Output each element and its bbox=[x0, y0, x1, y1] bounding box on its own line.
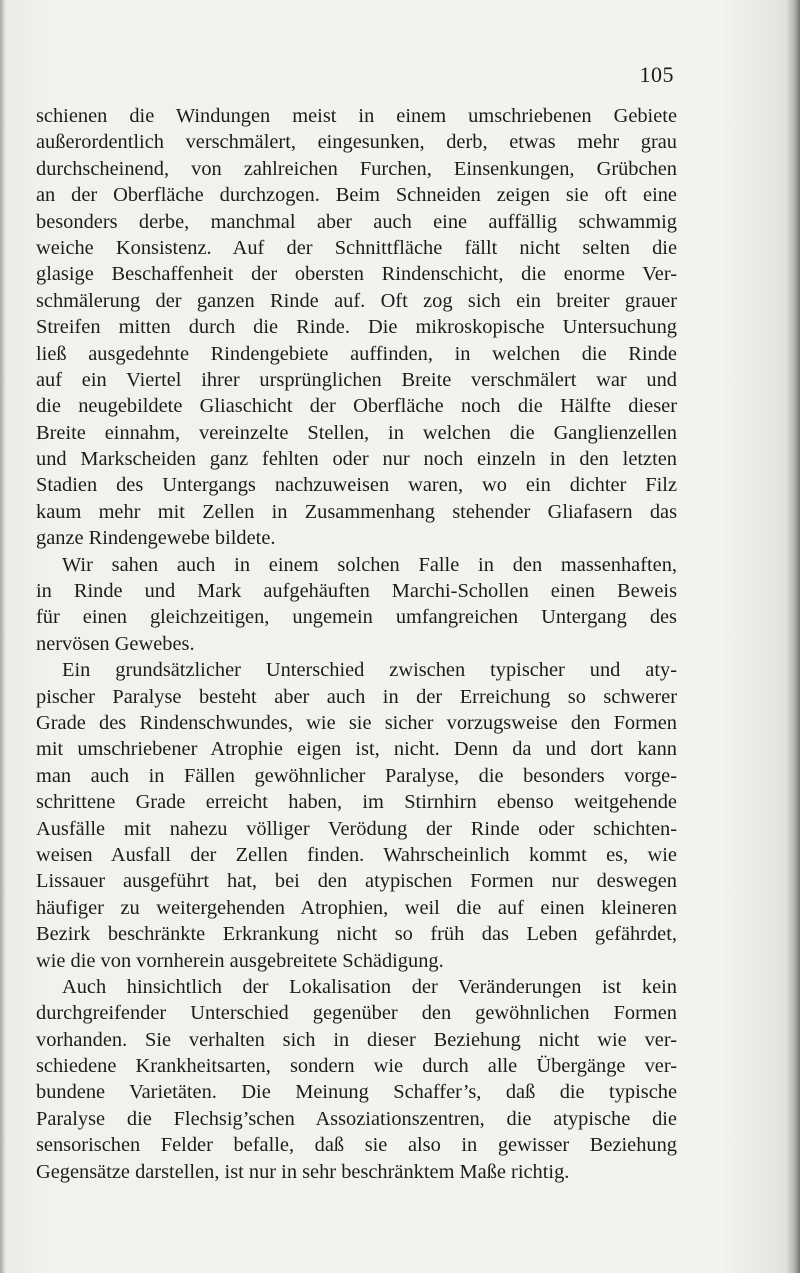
page-left-shadow bbox=[0, 0, 6, 1273]
text-line: an der Oberfläche durchzogen. Beim Schneiden zeigen sie oft eine bbox=[36, 184, 677, 207]
text-line: man auch in Fällen gewöhnlicher Paralyse, die besonders vorge- bbox=[36, 764, 677, 787]
text-line: und Markscheiden ganz fehlten oder nur noch einzeln in den letzten bbox=[36, 448, 677, 471]
text-line: wie die von vornherein ausgebreitete Schädigung. bbox=[36, 949, 444, 972]
page-number: 105 bbox=[639, 62, 674, 87]
text-line: mit umschriebener Atrophie eigen ist, nicht. Denn da und dort kann bbox=[36, 738, 677, 761]
text-line: Ein grundsätzlicher Unterschied zwischen typischer und aty- bbox=[62, 659, 677, 682]
text-line: Streifen mitten durch die Rinde. Die mikroskopische Untersuchung bbox=[36, 316, 677, 339]
text-line: in Rinde und Mark aufgehäuften Marchi-Schollen einen Beweis bbox=[36, 580, 677, 603]
text-line: glasige Beschaffenheit der obersten Rindenschicht, die enorme Ver- bbox=[36, 263, 677, 286]
text-line: Lissauer ausgeführt hat, bei den atypischen Formen nur deswegen bbox=[36, 870, 677, 893]
text-line: Auch hinsichtlich der Lokalisation der Veränderungen ist kein bbox=[62, 975, 677, 998]
text-line: sensorischen Felder befalle, daß sie also in gewisser Beziehung bbox=[36, 1134, 677, 1157]
text-line: vorhanden. Sie verhalten sich in dieser Beziehung nicht wie ver- bbox=[36, 1028, 677, 1051]
page-binding-shadow bbox=[786, 0, 800, 1273]
text-line: Wir sahen auch in einem solchen Falle in den massenhaften, bbox=[62, 553, 677, 576]
text-line: besonders derbe, manchmal aber auch eine auffällig schwammig bbox=[36, 210, 677, 233]
text-line: nervösen Gewebes. bbox=[36, 632, 195, 655]
text-line: auf ein Viertel ihrer ursprünglichen Breite verschmälert war und bbox=[36, 368, 677, 391]
text-line: Paralyse die Flechsig’schen Assoziationszentren, die atypische die bbox=[36, 1107, 677, 1130]
text-line: bundene Varietäten. Die Meinung Schaffer’s, daß die typische bbox=[36, 1081, 677, 1104]
text-line: die neugebildete Gliaschicht der Oberfläche noch die Hälfte dieser bbox=[36, 395, 677, 418]
text-line: Stadien des Untergangs nachzuweisen waren, wo ein dichter Filz bbox=[36, 474, 677, 497]
text-line: pischer Paralyse besteht aber auch in der Erreichung so schwerer bbox=[36, 685, 677, 708]
text-line: schiedene Krankheitsarten, sondern wie durch alle Übergänge ver- bbox=[36, 1055, 677, 1078]
text-line: außerordentlich verschmälert, eingesunken, derb, etwas mehr grau bbox=[36, 131, 677, 154]
text-line: häufiger zu weitergehenden Atrophien, weil die auf einen kleineren bbox=[36, 896, 677, 919]
text-line: schienen die Windungen meist in einem umschriebenen Gebiete bbox=[36, 105, 677, 127]
text-line: für einen gleichzeitigen, ungemein umfangreichen Untergang des bbox=[36, 606, 677, 629]
text-line: durchscheinend, von zahlreichen Furchen, Einsenkungen, Grübchen bbox=[36, 157, 677, 180]
text-line: Gegensätze darstellen, ist nur in sehr beschränktem Maße richtig. bbox=[36, 1160, 570, 1183]
body-text bbox=[36, 103, 677, 1185]
text-line: Ausfälle mit nahezu völliger Verödung der Rinde oder schichten- bbox=[36, 817, 677, 840]
text-line: kaum mehr mit Zellen in Zusammenhang stehender Gliafasern das bbox=[36, 500, 677, 523]
text-line: schmälerung der ganzen Rinde auf. Oft zog sich ein breiter grauer bbox=[36, 289, 677, 312]
text-line: schrittene Grade erreicht haben, im Stirnhirn ebenso weitgehende bbox=[36, 791, 677, 814]
text-line: Grade des Rindenschwundes, wie sie sicher vorzugsweise den Formen bbox=[36, 711, 677, 734]
text-line: weiche Konsistenz. Auf der Schnittfläche fällt nicht selten die bbox=[36, 236, 677, 259]
text-line: Breite einnahm, vereinzelte Stellen, in welchen die Ganglienzellen bbox=[36, 421, 677, 444]
text-line: durchgreifender Unterschied gegenüber den gewöhnlichen Formen bbox=[36, 1002, 677, 1025]
text-line: weisen Ausfall der Zellen finden. Wahrscheinlich kommt es, wie bbox=[36, 843, 677, 866]
text-line: ließ ausgedehnte Rindengebiete auffinden, in welchen die Rinde bbox=[36, 342, 677, 365]
text-line: Bezirk beschränkte Erkrankung nicht so früh das Leben gefährdet, bbox=[36, 923, 677, 946]
text-line: ganze Rindengewebe bildete. bbox=[36, 527, 276, 550]
